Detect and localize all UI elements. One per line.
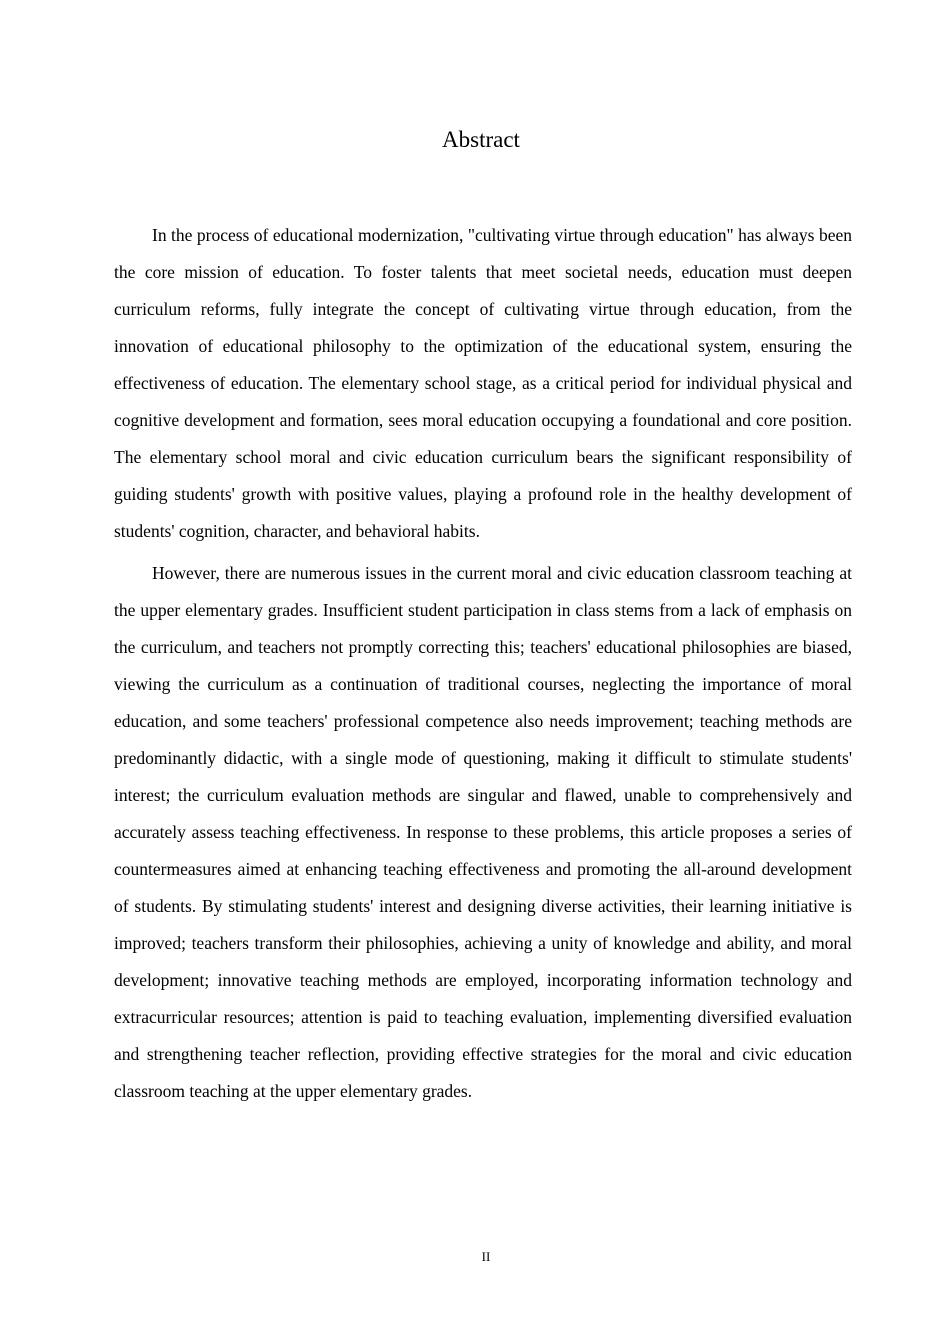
abstract-paragraph-2: However, there are numerous issues in the current moral and civic education classroom teaching at the upper elementary grades. Insufficient student participation in class stems from a lack of emphasis on the curriculum, and teachers not promptly correcting this; teachers' educational philosophies are biased, viewing the curriculum as a continuation of traditional courses, neglecting the importance of moral education, and some teachers' professional competence also needs improvement; teaching methods are predominantly didactic, with a single mode of questioning, making it difficult to stimulate students' interest; the curriculum evaluation methods are singular and flawed, unable to comprehensively and accurately assess teaching effectiveness. In response to these problems, this article proposes a series of countermeasures aimed at enhancing teaching effectiveness and promoting the all-around development of students. By stimulating students' interest and designing diverse activities, their learning initiative is improved; teachers transform their philosophies, achieving a unity of knowledge and ability, and moral development; innovative teaching methods are employed, incorporating information technology and extracurricular resources; attention is paid to teaching evaluation, implementing diversified evaluation and strengthening teacher reflection, providing effective strategies for the moral and civic education classroom teaching at the upper elementary grades. (114, 563, 852, 1101)
abstract-title: Abstract (442, 127, 520, 152)
abstract-paragraph-1: In the process of educational modernization, "cultivating virtue through education" has always been the core mission of education. To foster talents that meet societal needs, education must deepen curriculum reforms, fully integrate the concept of cultivating virtue through education, from the innovation of educational philosophy to the optimization of the educational system, ensuring the effectiveness of education. The elementary school stage, as a critical period for individual physical and cognitive development and formation, sees moral education occupying a foundational and core position. The elementary school moral and civic education curriculum bears the significant responsibility of guiding students' growth with positive values, playing a profound role in the healthy development of students' cognition, character, and behavioral habits. (114, 225, 852, 541)
abstract-body (114, 217, 852, 1110)
page-number: II (481, 1249, 491, 1264)
